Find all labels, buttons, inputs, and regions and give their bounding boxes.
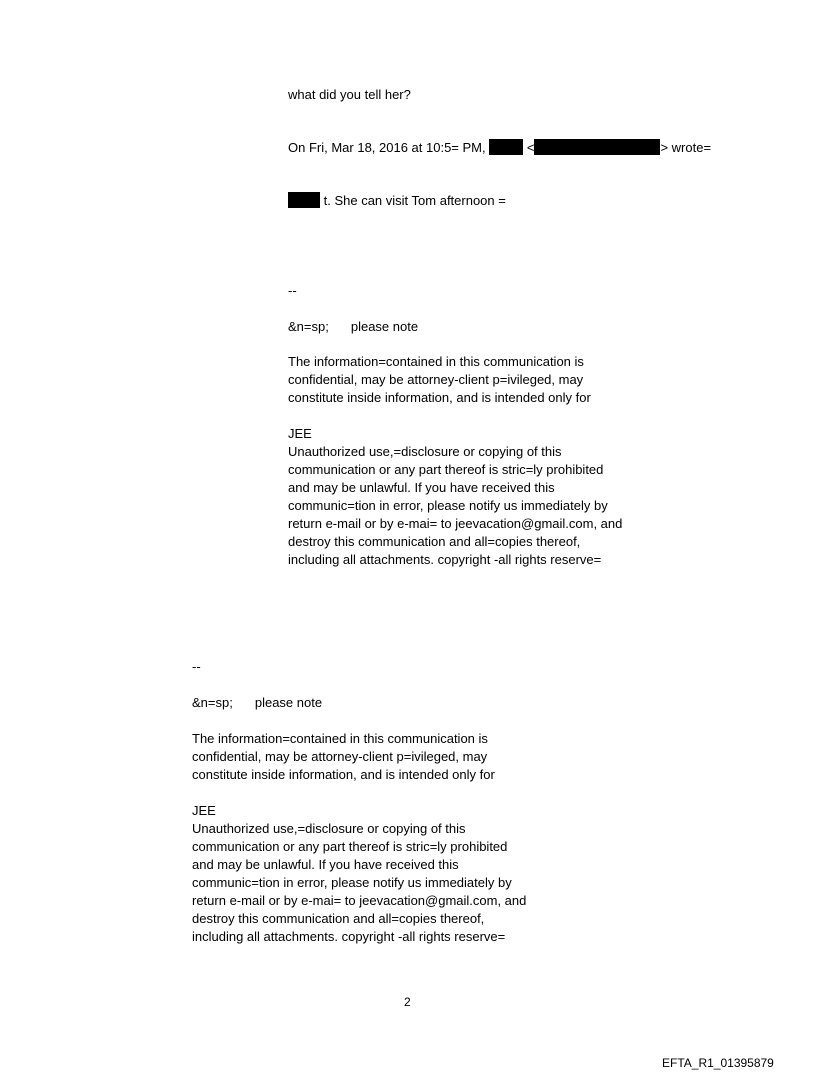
quoted-header-suffix: > wrote= bbox=[660, 140, 712, 155]
quoted-sig-note: please note bbox=[350, 319, 419, 334]
outer-unauth-line: Unauthorized use,=disclosure or copying of this bbox=[192, 821, 466, 836]
quoted-unauth-line: communic=tion in error, please notify us immediately by bbox=[288, 498, 608, 513]
outer-sig-dashes: -- bbox=[192, 659, 201, 674]
outer-conf-line: confidential, may be attorney-client p=ivileged, may bbox=[192, 749, 488, 764]
quoted-unauth-line: Unauthorized use,=disclosure or copying of this bbox=[288, 444, 562, 459]
quoted-header bbox=[288, 139, 711, 157]
quoted-message bbox=[288, 192, 506, 210]
redaction-box bbox=[288, 192, 320, 208]
quoted-sig-note-line bbox=[288, 318, 418, 336]
quoted-header-lt: < bbox=[526, 140, 535, 155]
outer-sig-nbsp: &n=sp; bbox=[192, 695, 233, 710]
quoted-unauth-line: destroy this communication and all=copies thereof, bbox=[288, 534, 581, 549]
redaction-box bbox=[489, 139, 523, 155]
quoted-question: what did you tell her? bbox=[288, 87, 411, 102]
quoted-conf-line: confidential, may be attorney-client p=ivileged, may bbox=[288, 372, 584, 387]
quoted-sig-nbsp: &n=sp; bbox=[288, 319, 329, 334]
quoted-unauth-line: including all attachments. copyright -all rights reserve= bbox=[288, 552, 602, 567]
outer-jee: JEE bbox=[192, 803, 216, 818]
outer-unauth-line: including all attachments. copyright -all rights reserve= bbox=[192, 929, 506, 944]
page-number: 2 bbox=[404, 995, 411, 1009]
outer-unauth-line: communic=tion in error, please notify us immediately by bbox=[192, 875, 512, 890]
outer-sig-note-line bbox=[192, 694, 322, 712]
quoted-unauth-line: communication or any part thereof is stric=ly prohibited bbox=[288, 462, 604, 477]
quoted-unauth-line: and may be unlawful. If you have received this bbox=[288, 480, 555, 495]
outer-unauth-line: return e-mail or by e-mai= to jeevacation@gmail.com, and bbox=[192, 893, 527, 908]
outer-conf-line: The information=contained in this communication is bbox=[192, 731, 488, 746]
quoted-conf-line: constitute inside information, and is intended only for bbox=[288, 390, 591, 405]
outer-unauth-line: communication or any part thereof is stric=ly prohibited bbox=[192, 839, 508, 854]
quoted-header-prefix: On Fri, Mar 18, 2016 at 10:5= PM, bbox=[288, 140, 486, 155]
quoted-sig-dashes: -- bbox=[288, 283, 297, 298]
outer-unauth-line: destroy this communication and all=copies thereof, bbox=[192, 911, 485, 926]
document-id: EFTA_R1_01395879 bbox=[662, 1056, 774, 1070]
outer-sig-note: please note bbox=[254, 695, 323, 710]
quoted-message-text: t. She can visit Tom afternoon = bbox=[323, 193, 506, 208]
outer-conf-line: constitute inside information, and is intended only for bbox=[192, 767, 495, 782]
quoted-unauth-line: return e-mail or by e-mai= to jeevacation@gmail.com, and bbox=[288, 516, 623, 531]
quoted-jee: JEE bbox=[288, 426, 312, 441]
redaction-box bbox=[534, 139, 660, 155]
quoted-conf-line: The information=contained in this communication is bbox=[288, 354, 584, 369]
outer-unauth-line: and may be unlawful. If you have received this bbox=[192, 857, 459, 872]
